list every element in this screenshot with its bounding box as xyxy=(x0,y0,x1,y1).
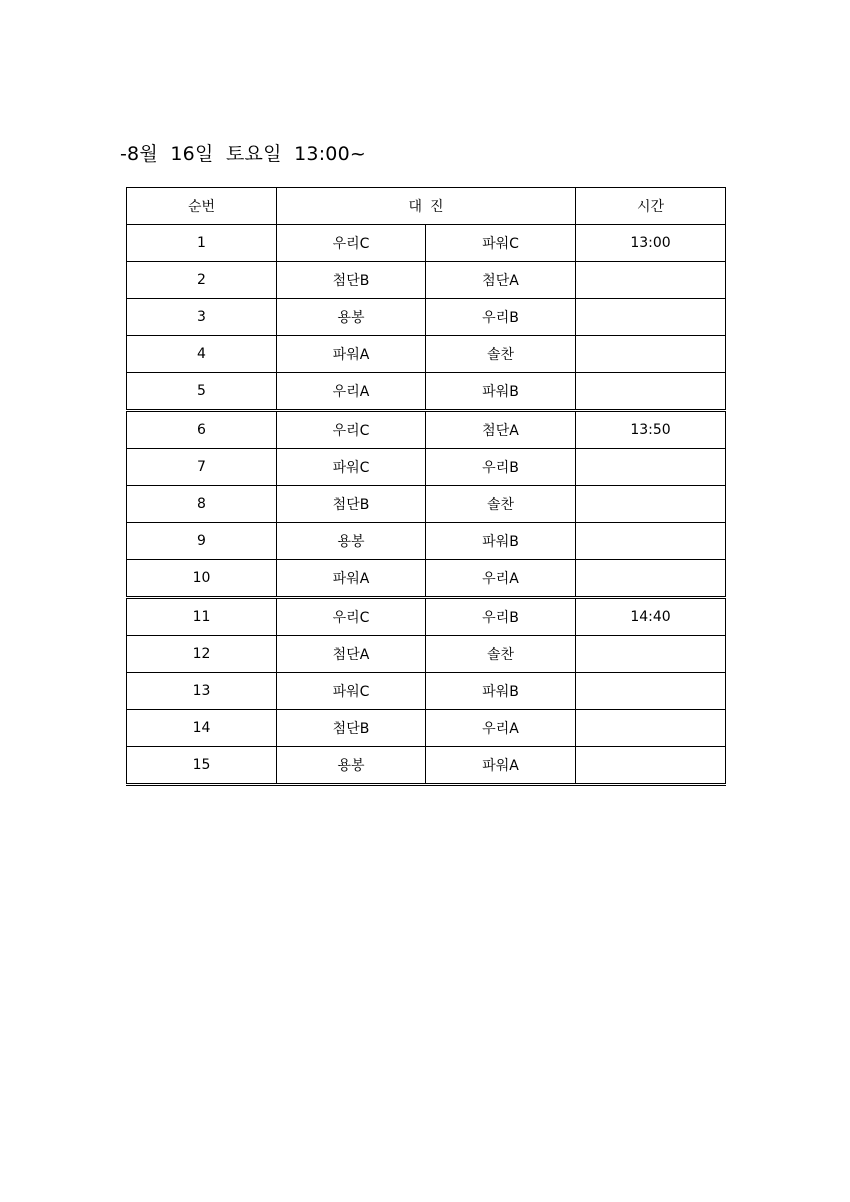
cell-time xyxy=(576,747,726,785)
cell-number: 10 xyxy=(127,560,277,598)
cell-time xyxy=(576,560,726,598)
cell-team2: 파워C xyxy=(426,225,576,262)
cell-number: 11 xyxy=(127,598,277,636)
cell-team2: 우리B xyxy=(426,449,576,486)
cell-team1: 파워A xyxy=(277,336,426,373)
cell-number: 4 xyxy=(127,336,277,373)
table-row xyxy=(127,262,726,299)
cell-team2: 첨단A xyxy=(426,262,576,299)
cell-team1: 우리A xyxy=(277,373,426,411)
cell-time: 13:50 xyxy=(576,411,726,449)
cell-number: 6 xyxy=(127,411,277,449)
cell-number: 5 xyxy=(127,373,277,411)
header-match: 대진 xyxy=(277,188,576,225)
cell-number: 13 xyxy=(127,673,277,710)
cell-team2: 첨단A xyxy=(426,411,576,449)
cell-team2: 파워B xyxy=(426,673,576,710)
cell-time xyxy=(576,673,726,710)
cell-number: 9 xyxy=(127,523,277,560)
cell-team2: 솔찬 xyxy=(426,636,576,673)
cell-team1: 파워C xyxy=(277,673,426,710)
cell-team2: 우리A xyxy=(426,560,576,598)
cell-time xyxy=(576,486,726,523)
cell-team1: 용봉 xyxy=(277,747,426,785)
cell-team2: 우리B xyxy=(426,598,576,636)
cell-team2: 솔찬 xyxy=(426,486,576,523)
cell-time xyxy=(576,262,726,299)
cell-team1: 우리C xyxy=(277,598,426,636)
cell-time xyxy=(576,336,726,373)
table-row xyxy=(127,523,726,560)
schedule-title: -8월 16일 토요일 13:00~ xyxy=(120,143,367,165)
cell-time xyxy=(576,299,726,336)
cell-team1: 첨단B xyxy=(277,486,426,523)
cell-team1: 파워C xyxy=(277,449,426,486)
table-header-row xyxy=(127,188,726,225)
cell-team2: 우리A xyxy=(426,710,576,747)
cell-number: 8 xyxy=(127,486,277,523)
cell-time xyxy=(576,710,726,747)
cell-team2: 우리B xyxy=(426,299,576,336)
table-row xyxy=(127,486,726,523)
cell-time xyxy=(576,373,726,411)
table-row xyxy=(127,598,726,636)
header-time: 시간 xyxy=(576,188,726,225)
cell-team1: 용봉 xyxy=(277,523,426,560)
cell-number: 3 xyxy=(127,299,277,336)
cell-time xyxy=(576,449,726,486)
cell-team1: 우리C xyxy=(277,411,426,449)
table-row xyxy=(127,560,726,598)
table-row xyxy=(127,673,726,710)
table-row xyxy=(127,747,726,785)
table-row xyxy=(127,710,726,747)
cell-team2: 파워A xyxy=(426,747,576,785)
cell-number: 15 xyxy=(127,747,277,785)
cell-team2: 파워B xyxy=(426,373,576,411)
table-row xyxy=(127,336,726,373)
cell-number: 12 xyxy=(127,636,277,673)
table-row xyxy=(127,299,726,336)
table-row xyxy=(127,411,726,449)
cell-team1: 파워A xyxy=(277,560,426,598)
cell-team1: 우리C xyxy=(277,225,426,262)
cell-team1: 첨단B xyxy=(277,710,426,747)
cell-time xyxy=(576,523,726,560)
cell-team1: 용봉 xyxy=(277,299,426,336)
table-row xyxy=(127,449,726,486)
cell-number: 7 xyxy=(127,449,277,486)
table-row xyxy=(127,636,726,673)
table-row xyxy=(127,225,726,262)
cell-time xyxy=(576,636,726,673)
cell-team1: 첨단A xyxy=(277,636,426,673)
cell-team1: 첨단B xyxy=(277,262,426,299)
cell-time: 14:40 xyxy=(576,598,726,636)
cell-number: 2 xyxy=(127,262,277,299)
cell-team2: 파워B xyxy=(426,523,576,560)
table-row xyxy=(127,373,726,411)
cell-team2: 솔찬 xyxy=(426,336,576,373)
header-number: 순번 xyxy=(127,188,277,225)
match-schedule-table xyxy=(126,187,726,786)
cell-number: 14 xyxy=(127,710,277,747)
cell-time: 13:00 xyxy=(576,225,726,262)
cell-number: 1 xyxy=(127,225,277,262)
